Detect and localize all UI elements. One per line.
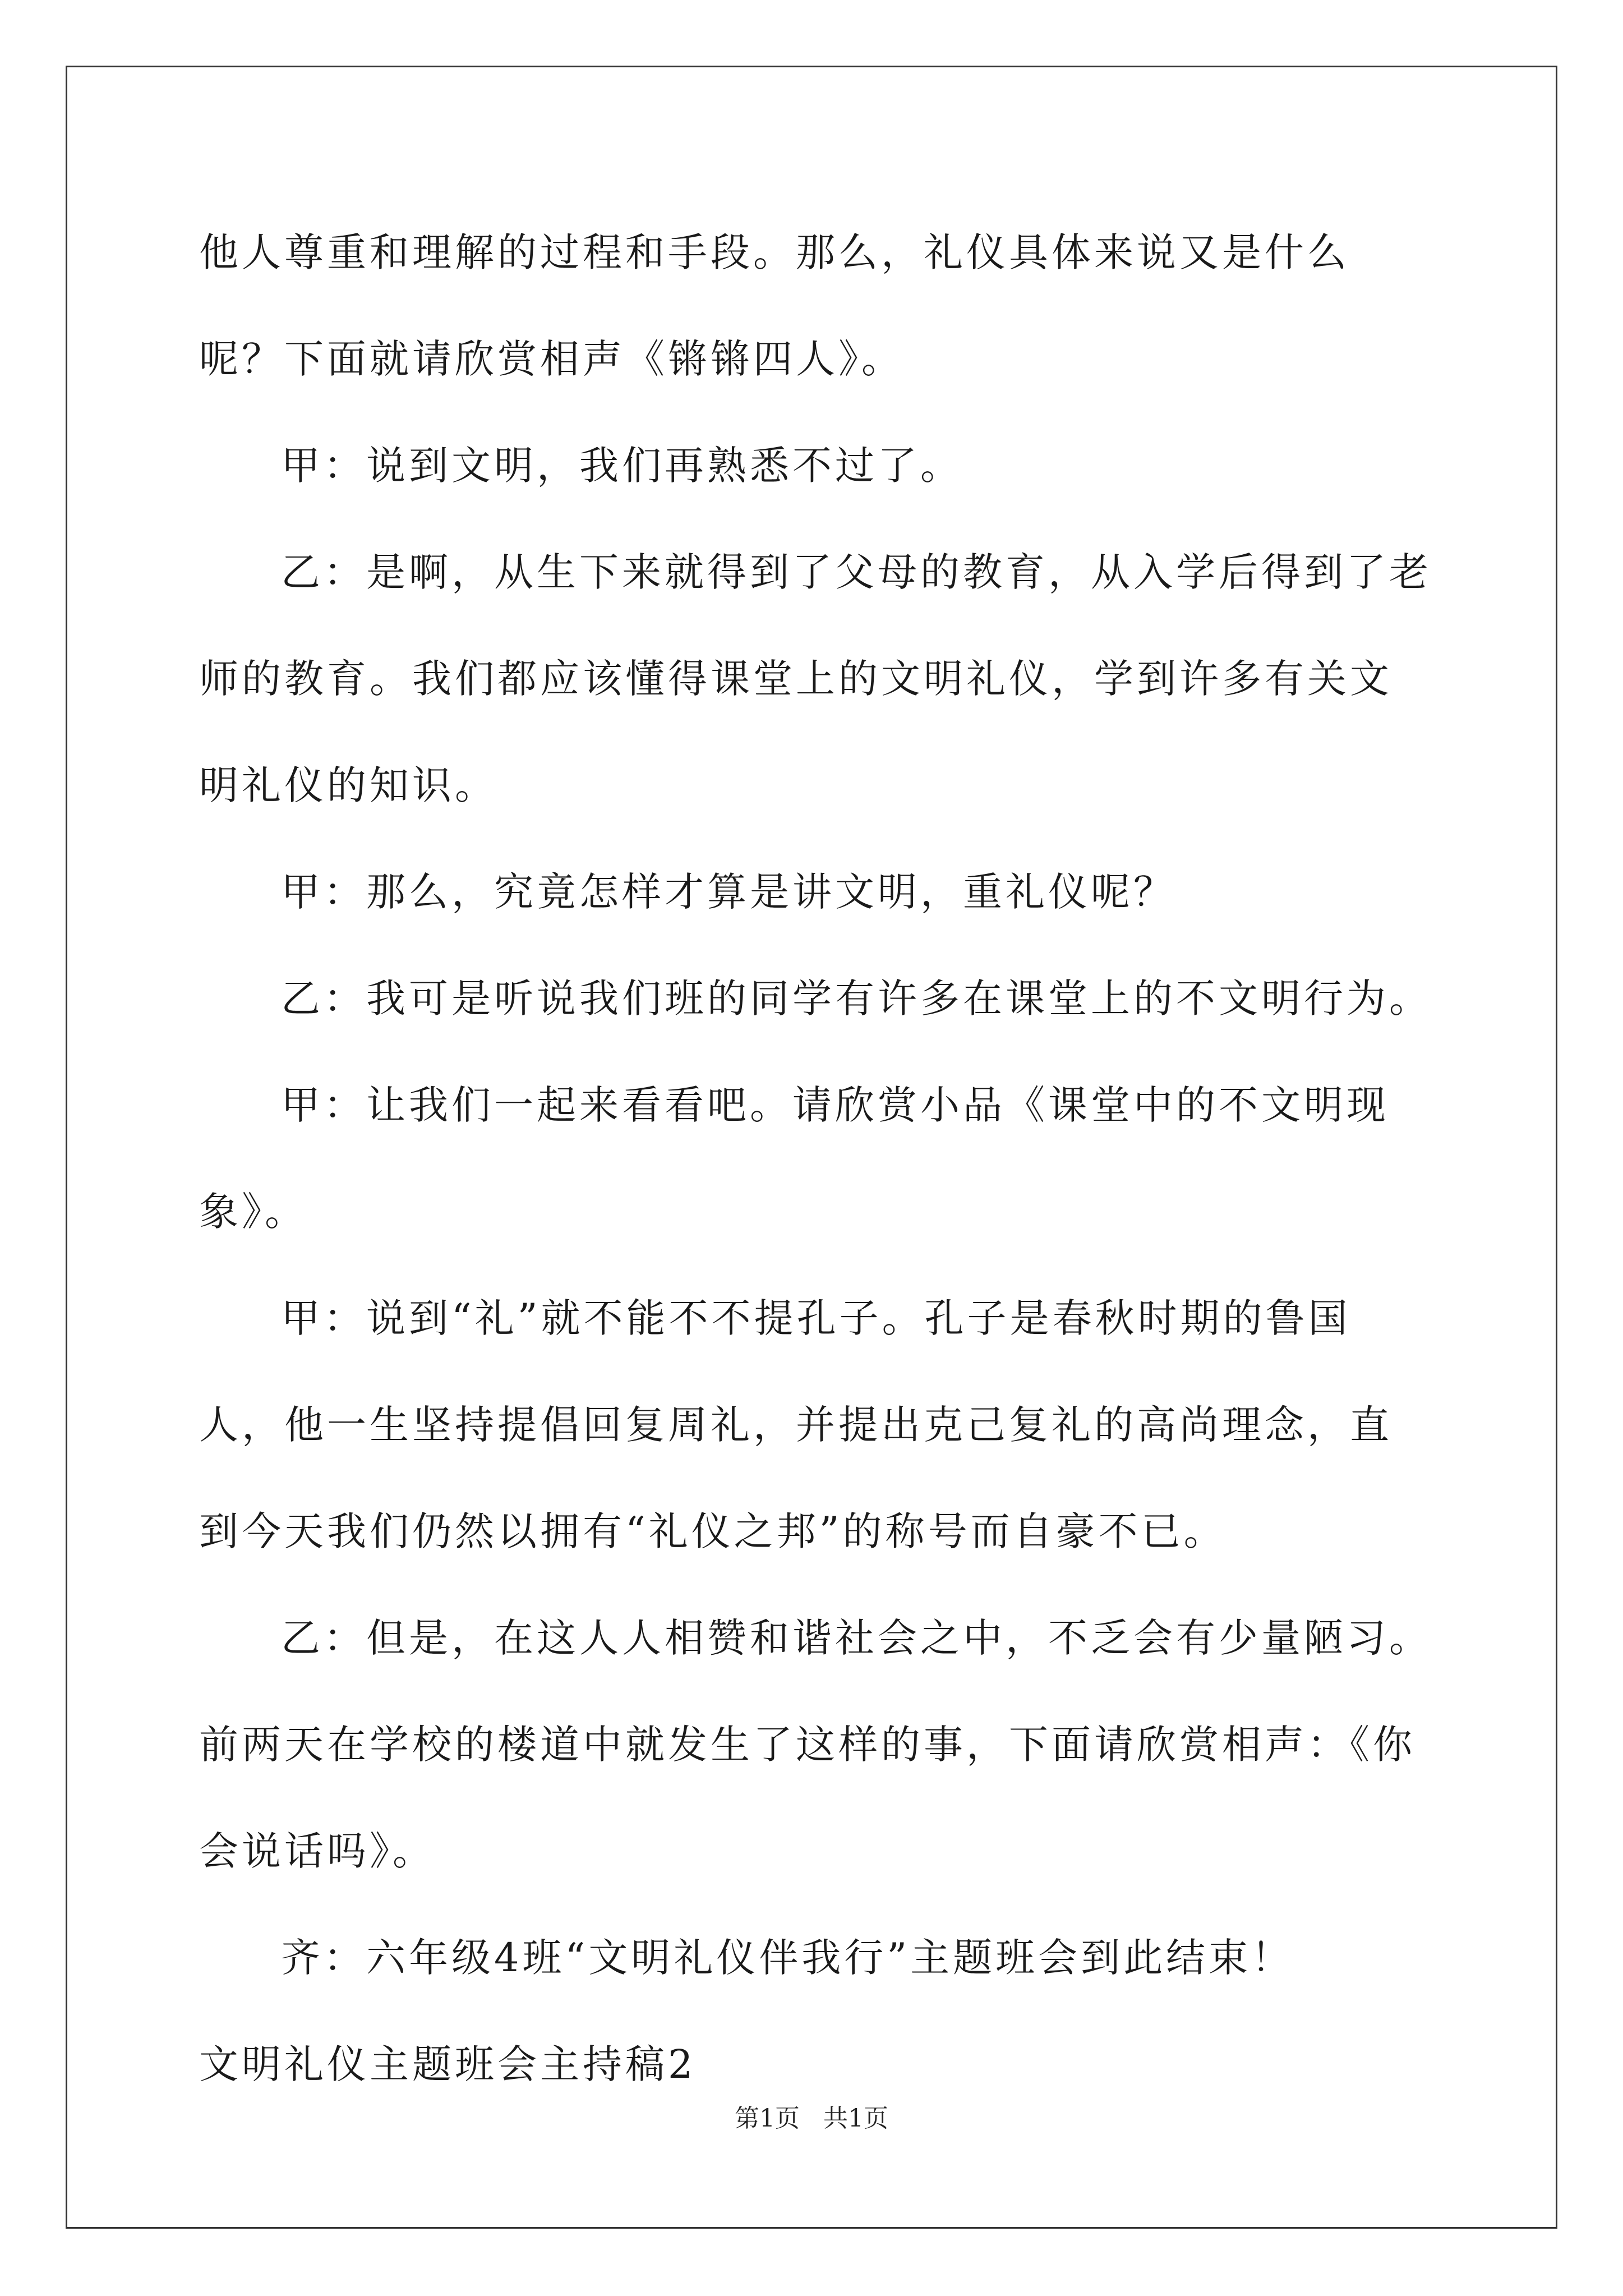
dialogue-line: 甲：让我们一起来看看吧。请欣赏小品《课堂中的不文明现象》。 (199, 1082, 1389, 1235)
page-total: 共1页 (823, 2104, 888, 2133)
document-body (199, 199, 1433, 2118)
closing-line: 齐：六年级4班“文明礼仪伴我行”主题班会到此结束！ (281, 1935, 1294, 1981)
dialogue-line: 乙：但是，在这人人相赞和谐社会之中，不乏会有少量陋习。前两天在学校的楼道中就发生了这样的事，下面请欣赏相声：《你会说话吗》。 (199, 1615, 1432, 1874)
dialogue-line: 甲：说到“礼”就不能不不提孔子。孔子是春秋时期的鲁国人，他一生坚持提倡回复周礼，并提出克己复礼的高尚理念，直到今天我们仍然以拥有“礼仪之邦”的称号而自豪不已。 (199, 1295, 1393, 1554)
dialogue-line: 乙：我可是听说我们班的同学有许多在课堂上的不文明行为。 (281, 976, 1432, 1022)
dialogue-line: 乙：是啊，从生下来就得到了父母的教育，从入学后得到了老师的教育。我们都应该懂得课堂上的文明礼仪，学到许多有关文明礼仪的知识。 (199, 549, 1432, 808)
paragraph-continuation: 他人尊重和理解的过程和手段。那么，礼仪具体来说又是什么呢？下面就请欣赏相声《锵锵四人》。 (199, 229, 1350, 382)
dialogue-line: 甲：说到文明，我们再熟悉不过了。 (281, 443, 963, 489)
page-number: 第1页 (735, 2104, 800, 2133)
page-footer (0, 2102, 1623, 2136)
dialogue-line: 甲：那么，究竟怎样才算是讲文明，重礼仪呢？ (281, 869, 1176, 915)
section-heading: 文明礼仪主题班会主持稿2 (199, 2041, 697, 2087)
